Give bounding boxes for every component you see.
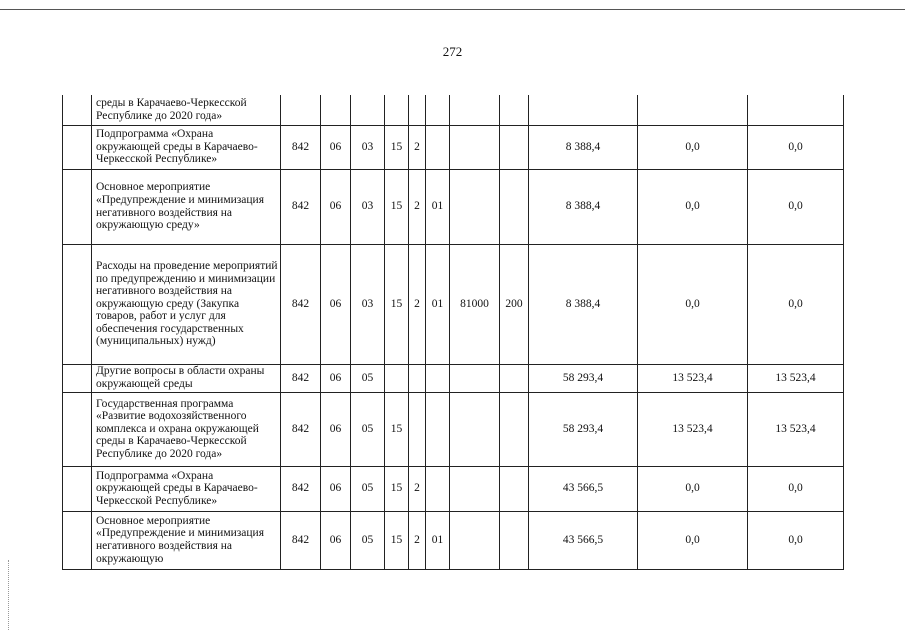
- section-code-cell: 06: [321, 244, 351, 364]
- event-code-cell: 01: [426, 511, 450, 569]
- item-name-cell: [92, 364, 281, 392]
- subsection-code-cell: 05: [351, 511, 385, 569]
- event-code-cell: [426, 364, 450, 392]
- direction-code-cell: 81000: [450, 244, 500, 364]
- sum-year-2-cell: [638, 95, 748, 125]
- item-name: Подпрограмма «Охрана окружающей среды в Карачаево-Черкесской Республике»: [96, 469, 258, 507]
- sum-year-2-cell: 0,0: [638, 466, 748, 511]
- row-number-cell: [63, 244, 92, 364]
- section-code-cell: 06: [321, 466, 351, 511]
- section-code-cell: 06: [321, 392, 351, 466]
- program-code-cell: 15: [385, 511, 409, 569]
- subprogram-code-cell: [409, 364, 426, 392]
- subsection-code-cell: 05: [351, 466, 385, 511]
- expense-type-code-cell: [500, 169, 529, 244]
- expense-type-code-cell: [500, 95, 529, 125]
- row-number-cell: [63, 466, 92, 511]
- subprogram-code-cell: [409, 95, 426, 125]
- section-code-cell: 06: [321, 169, 351, 244]
- sum-year-2-cell: 0,0: [638, 244, 748, 364]
- sum-year-2-cell: 13 523,4: [638, 364, 748, 392]
- direction-code-cell: [450, 392, 500, 466]
- scan-margin-dots: [8, 560, 10, 630]
- subsection-code-cell: 05: [351, 364, 385, 392]
- program-code-cell: 15: [385, 125, 409, 169]
- row-number-cell: [63, 364, 92, 392]
- scan-edge-line: [0, 9, 905, 10]
- direction-code-cell: [450, 364, 500, 392]
- event-code-cell: 01: [426, 169, 450, 244]
- event-code-cell: [426, 466, 450, 511]
- budget-table: [62, 95, 844, 570]
- sum-year-1-cell: [529, 95, 638, 125]
- sum-year-3-cell: [748, 95, 844, 125]
- item-name-cell: [92, 511, 281, 569]
- sum-year-2-cell: 0,0: [638, 511, 748, 569]
- event-code-cell: [426, 95, 450, 125]
- event-code-cell: [426, 125, 450, 169]
- sum-year-3-cell: 13 523,4: [748, 364, 844, 392]
- subprogram-code-cell: 2: [409, 125, 426, 169]
- ved-code-cell: 842: [281, 511, 321, 569]
- item-name: Государственная программа «Развитие водохозяйственного комплекса и охрана окружающей среды в Карачаево-Черкесской Республике до 2020 года»: [96, 397, 259, 460]
- sum-year-1-cell: 58 293,4: [529, 364, 638, 392]
- ved-code-cell: 842: [281, 466, 321, 511]
- expense-type-code-cell: 200: [500, 244, 529, 364]
- row-number-cell: [63, 169, 92, 244]
- sum-year-3-cell: 0,0: [748, 125, 844, 169]
- ved-code-cell: [281, 95, 321, 125]
- program-code-cell: 15: [385, 169, 409, 244]
- item-name: Основное мероприятие «Предупреждение и минимизация негативного воздействия на окружающую: [96, 514, 265, 565]
- table-row: [63, 125, 844, 169]
- table-row: [63, 169, 844, 244]
- table-row: [63, 392, 844, 466]
- table-row: [63, 466, 844, 511]
- table-row: [63, 364, 844, 392]
- row-number-cell: [63, 125, 92, 169]
- item-name-cell: [92, 392, 281, 466]
- expense-type-code-cell: [500, 511, 529, 569]
- table-row: [63, 95, 844, 125]
- table-row: [63, 244, 844, 364]
- table-row: [63, 511, 844, 569]
- item-name-cell: [92, 125, 281, 169]
- sum-year-1-cell: 43 566,5: [529, 511, 638, 569]
- program-code-cell: 15: [385, 392, 409, 466]
- sum-year-1-cell: 43 566,5: [529, 466, 638, 511]
- sum-year-3-cell: 0,0: [748, 169, 844, 244]
- subprogram-code-cell: 2: [409, 169, 426, 244]
- item-name-cell: [92, 244, 281, 364]
- subsection-code-cell: 03: [351, 125, 385, 169]
- sum-year-1-cell: 58 293,4: [529, 392, 638, 466]
- row-number-cell: [63, 511, 92, 569]
- subprogram-code-cell: 2: [409, 466, 426, 511]
- program-code-cell: [385, 95, 409, 125]
- section-code-cell: 06: [321, 125, 351, 169]
- sum-year-1-cell: 8 388,4: [529, 244, 638, 364]
- row-number-cell: [63, 95, 92, 125]
- program-code-cell: 15: [385, 466, 409, 511]
- section-code-cell: [321, 95, 351, 125]
- item-name: Основное мероприятие «Предупреждение и минимизация негативного воздействия на окружающую среду»: [96, 181, 265, 232]
- sum-year-2-cell: 13 523,4: [638, 392, 748, 466]
- direction-code-cell: [450, 511, 500, 569]
- event-code-cell: 01: [426, 244, 450, 364]
- row-number-cell: [63, 392, 92, 466]
- direction-code-cell: [450, 169, 500, 244]
- ved-code-cell: 842: [281, 364, 321, 392]
- subprogram-code-cell: 2: [409, 244, 426, 364]
- subsection-code-cell: [351, 95, 385, 125]
- subsection-code-cell: 03: [351, 244, 385, 364]
- item-name-cell: [92, 169, 281, 244]
- ved-code-cell: 842: [281, 125, 321, 169]
- event-code-cell: [426, 392, 450, 466]
- sum-year-3-cell: 0,0: [748, 244, 844, 364]
- direction-code-cell: [450, 95, 500, 125]
- item-name-cell: [92, 466, 281, 511]
- sum-year-3-cell: 13 523,4: [748, 392, 844, 466]
- ved-code-cell: 842: [281, 392, 321, 466]
- sum-year-2-cell: 0,0: [638, 125, 748, 169]
- ved-code-cell: 842: [281, 244, 321, 364]
- expense-type-code-cell: [500, 125, 529, 169]
- expense-type-code-cell: [500, 364, 529, 392]
- sum-year-1-cell: 8 388,4: [529, 169, 638, 244]
- sum-year-3-cell: 0,0: [748, 511, 844, 569]
- subprogram-code-cell: 2: [409, 511, 426, 569]
- item-name: Расходы на проведение мероприятий по предупреждению и минимизации негативного воздействия на окружающую среду (Закупка товаров, работ и услуг для обеспечения государственных (муниципальных) нужд): [96, 259, 278, 348]
- direction-code-cell: [450, 125, 500, 169]
- direction-code-cell: [450, 466, 500, 511]
- expense-type-code-cell: [500, 392, 529, 466]
- subprogram-code-cell: [409, 392, 426, 466]
- subsection-code-cell: 05: [351, 392, 385, 466]
- sum-year-2-cell: 0,0: [638, 169, 748, 244]
- sum-year-3-cell: 0,0: [748, 466, 844, 511]
- section-code-cell: 06: [321, 364, 351, 392]
- item-name: среды в Карачаево-Черкесской Республике до 2020 года»: [96, 97, 247, 122]
- program-code-cell: [385, 364, 409, 392]
- section-code-cell: 06: [321, 511, 351, 569]
- program-code-cell: 15: [385, 244, 409, 364]
- table-body: [63, 95, 844, 569]
- item-name: Другие вопросы в области охраны окружающей среды: [96, 365, 265, 390]
- subsection-code-cell: 03: [351, 169, 385, 244]
- ved-code-cell: 842: [281, 169, 321, 244]
- expense-type-code-cell: [500, 466, 529, 511]
- page-number: 272: [442, 44, 463, 59]
- item-name-cell: [92, 95, 281, 125]
- item-name: Подпрограмма «Охрана окружающей среды в Карачаево-Черкесской Республике»: [96, 128, 258, 166]
- sum-year-1-cell: 8 388,4: [529, 125, 638, 169]
